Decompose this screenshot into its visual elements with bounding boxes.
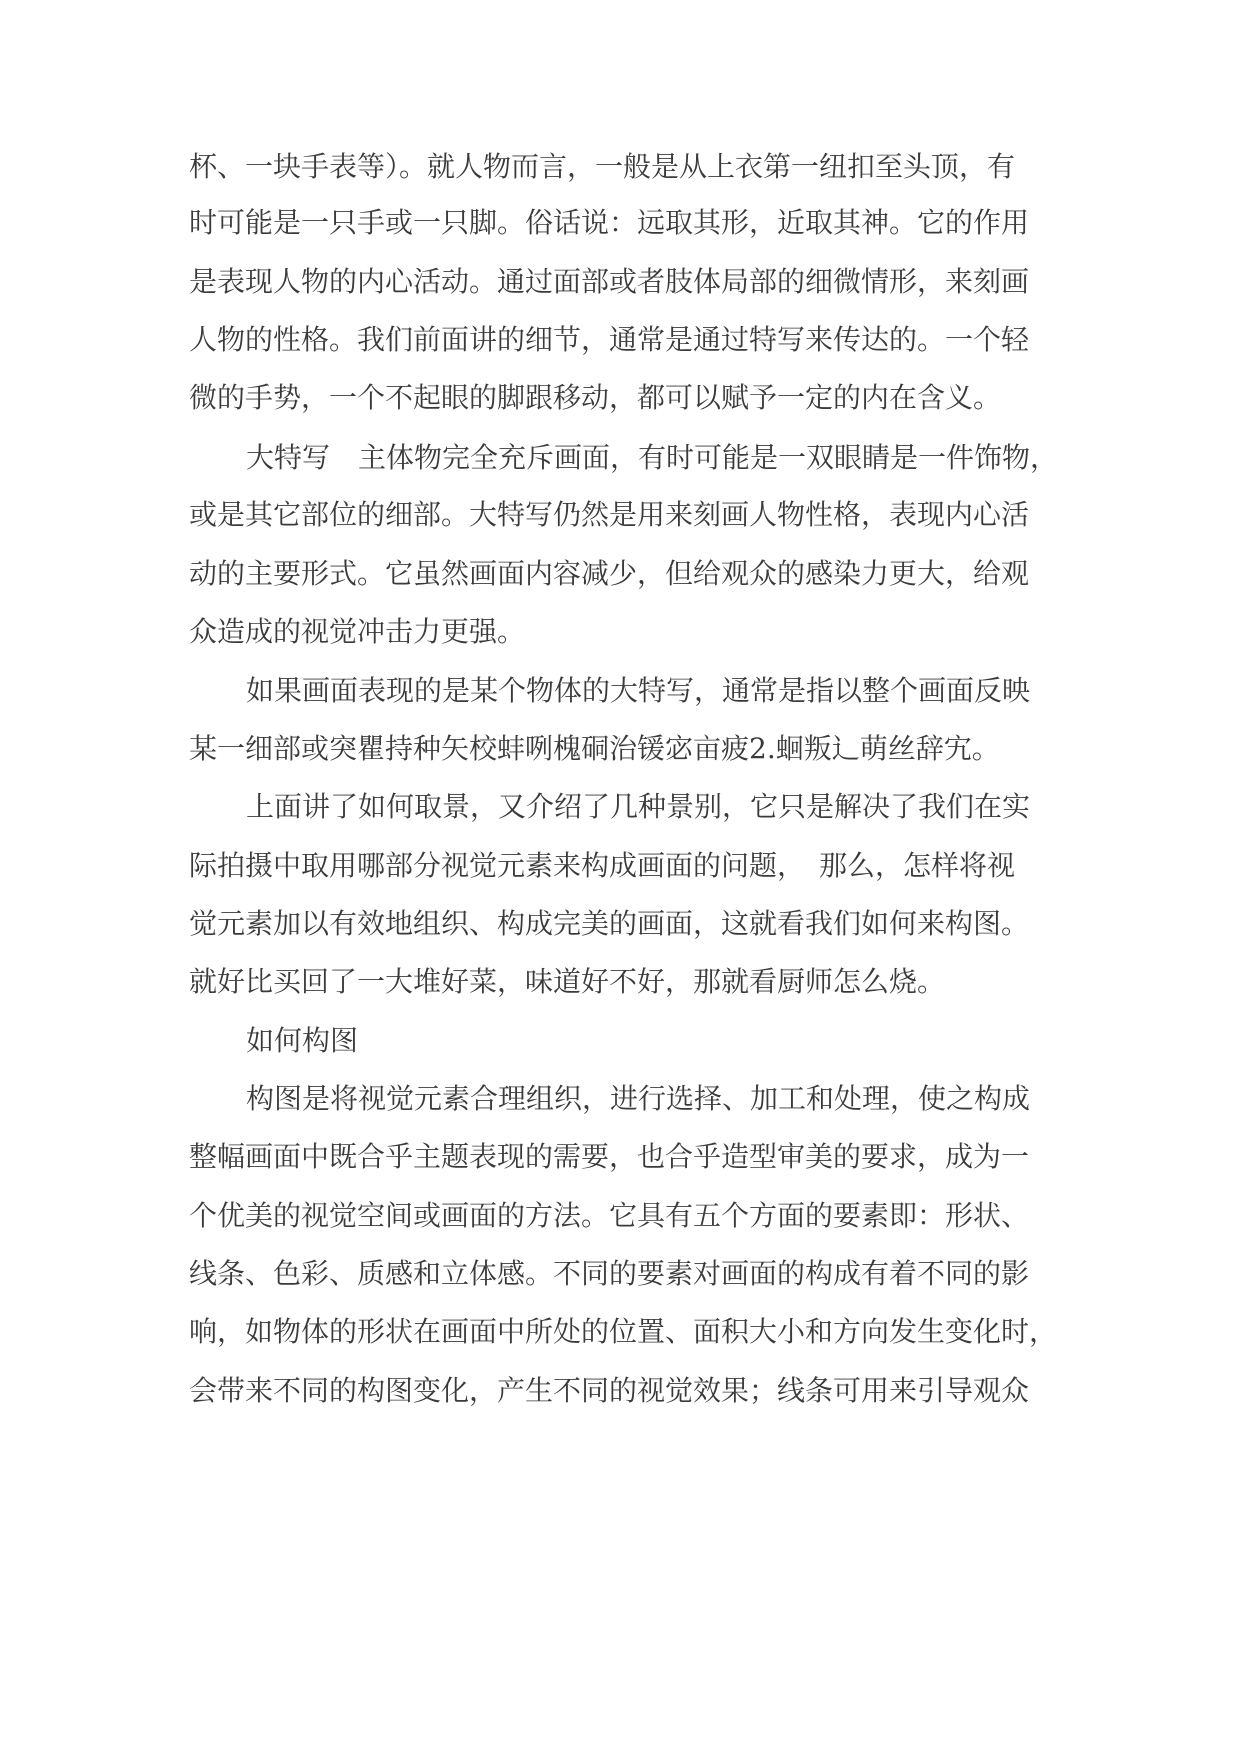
text-line: 人物的性格。我们前面讲的细节，通常是通过特写来传达的。一个轻 — [189, 323, 1030, 356]
text-line: 众造成的视觉冲击力更强。 — [189, 615, 526, 648]
text-line: 会带来不同的构图变化，产生不同的视觉效果；线条可用来引导观众 — [189, 1374, 1030, 1407]
paragraph-first-line: 构图是将视觉元素合理组织，进行选择、加工和处理，使之构成 — [246, 1082, 1031, 1115]
text-line: 际拍摄中取用哪部分视觉元素来构成画面的问题， 那么，怎样将视 — [189, 849, 1016, 882]
text-line: 线条、色彩、质感和立体感。不同的要素对画面的构成有着不同的影 — [189, 1257, 1030, 1290]
text-line: 时可能是一只手或一只脚。俗话说：远取其形，近取其神。它的作用 — [189, 206, 1030, 239]
text-line: 整幅画面中既合乎主题表现的需要，也合乎造型审美的要求，成为一 — [189, 1140, 1030, 1173]
text-line: 就好比买回了一大堆好菜，味道好不好，那就看厨师怎么烧。 — [189, 965, 946, 998]
text-line: 动的主要形式。它虽然画面内容减少，但给观众的感染力更大，给观 — [189, 557, 1030, 590]
paragraph-first-line: 如果画面表现的是某个物体的大特写，通常是指以整个画面反映 — [246, 674, 1031, 707]
text-line: 或是其它部位的细部。大特写仍然是用来刻画人物性格，表现内心活 — [189, 498, 1030, 531]
text-line: 杯、一块手表等）。就人物而言，一般是从上衣第一纽扣至头顶，有 — [189, 150, 1016, 183]
paragraph-first-line: 大特写 主体物完全充斥画面，有时可能是一双眼睛是一件饰物， — [246, 441, 1059, 474]
text-line: 微的手势，一个不起眼的脚跟移动，都可以赋予一定的内在含义。 — [189, 381, 1002, 414]
text-line: 个优美的视觉空间或画面的方法。它具有五个方面的要素即：形状、 — [189, 1199, 1030, 1232]
paragraph-first-line: 上面讲了如何取景，又介绍了几种景别，它只是解决了我们在实 — [246, 790, 1031, 823]
text-line: 是表现人物的内心活动。通过面部或者肢体局部的细微情形，来刻画 — [189, 265, 1030, 298]
section-heading: 如何构图 — [246, 1024, 359, 1057]
text-line: 响，如物体的形状在画面中所处的位置、面积大小和方向发生变化时， — [189, 1315, 1058, 1348]
text-line: 觉元素加以有效地组织、构成完美的画面，这就看我们如何来构图。 — [189, 907, 1030, 940]
text-line: 某一细部或突瞿持种矢校蚌咧槐硐治锾宓亩疲2.蛔叛辶萌丝辞宄。 — [189, 732, 1000, 765]
